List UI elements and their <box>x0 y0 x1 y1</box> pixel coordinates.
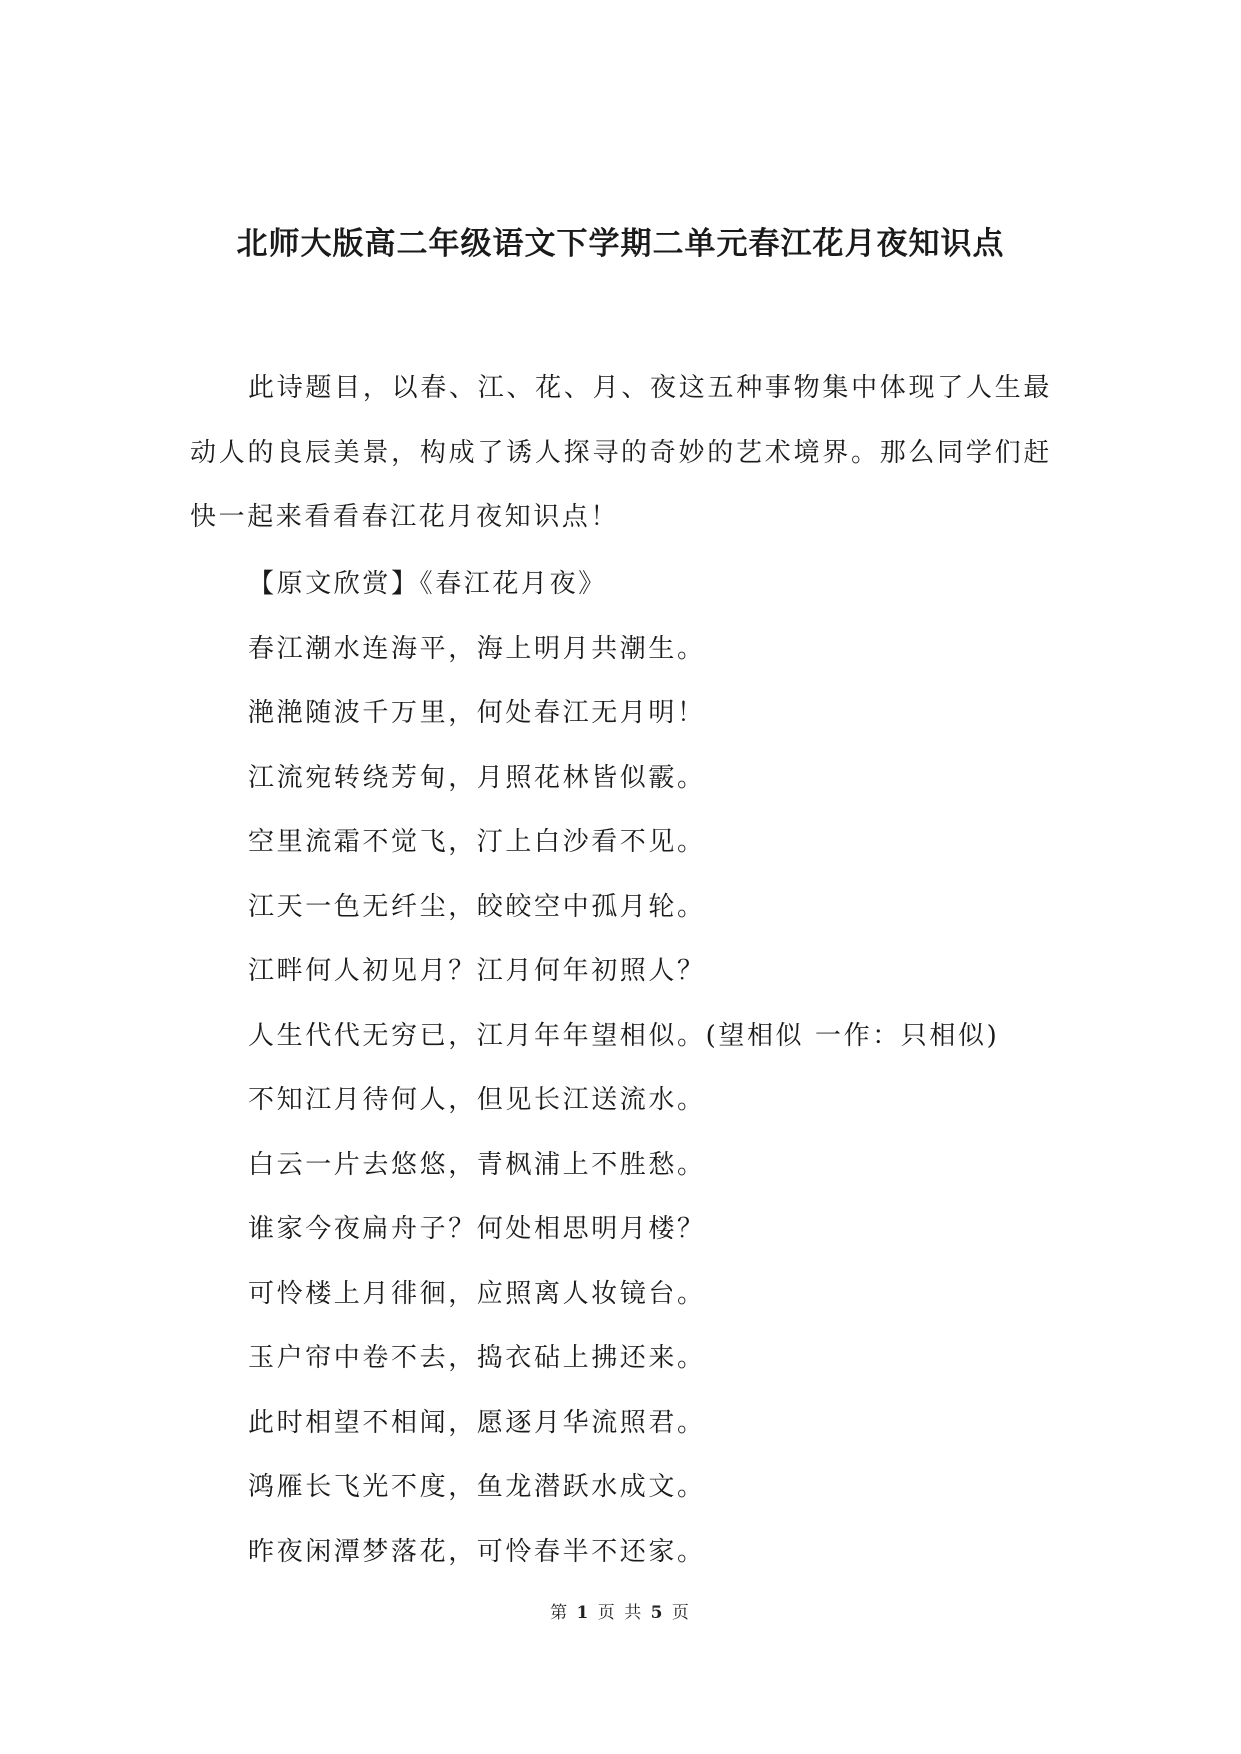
poem-line: 江畔何人初见月？江月何年初照人？ <box>248 956 706 986</box>
poem-line: 昨夜闲潭梦落花，可怜春半不还家。 <box>248 1536 706 1567</box>
poem-line: 此时相望不相闻，愿逐月华流照君。 <box>248 1407 706 1438</box>
document-title: 北师大版高二年级语文下学期二单元春江花月夜知识点 <box>236 226 1005 262</box>
footer-prefix: 第 <box>550 1603 570 1623</box>
poem-line: 江流宛转绕芳甸，月照花林皆似霰。 <box>248 762 706 793</box>
poem-line: 白云一片去悠悠，青枫浦上不胜愁。 <box>248 1149 706 1180</box>
current-page-number: 1 <box>576 1603 591 1623</box>
poem-line: 人生代代无穷已，江月年年望相似。(望相似 一作：只相似) <box>248 1020 1000 1051</box>
poem-line: 玉户帘中卷不去，捣衣砧上拂还来。 <box>248 1343 706 1373</box>
poem-line: 春江潮水连海平，海上明月共潮生。 <box>248 633 706 664</box>
page-footer <box>0 1598 1241 1623</box>
poem-line: 鸿雁长飞光不度，鱼龙潜跃水成文。 <box>248 1472 706 1502</box>
section-heading: 【原文欣赏】《春江花月夜》 <box>248 569 607 599</box>
footer-middle: 页 共 <box>597 1603 644 1623</box>
footer-suffix: 页 <box>671 1603 691 1623</box>
poem-line: 谁家今夜扁舟子？何处相思明月楼？ <box>248 1214 706 1244</box>
intro-paragraph: 此诗题目，以春、江、花、月、夜这五种事物集中体现了人生最动人的良辰美景，构成了诱人探寻的奇妙的艺术境界。那么同学们赶快一起来看看春江花月夜知识点！ <box>190 373 1052 532</box>
poem-line: 可怜楼上月徘徊，应照离人妆镜台。 <box>248 1278 706 1309</box>
poem-line: 江天一色无纤尘，皎皎空中孤月轮。 <box>248 891 706 922</box>
poem-line: 空里流霜不觉飞，汀上白沙看不见。 <box>248 827 706 857</box>
total-pages-number: 5 <box>650 1603 665 1623</box>
poem-line: 不知江月待何人，但见长江送流水。 <box>248 1085 706 1115</box>
poem-line: 滟滟随波千万里，何处春江无月明！ <box>248 698 706 728</box>
poem-block <box>248 552 1068 1584</box>
